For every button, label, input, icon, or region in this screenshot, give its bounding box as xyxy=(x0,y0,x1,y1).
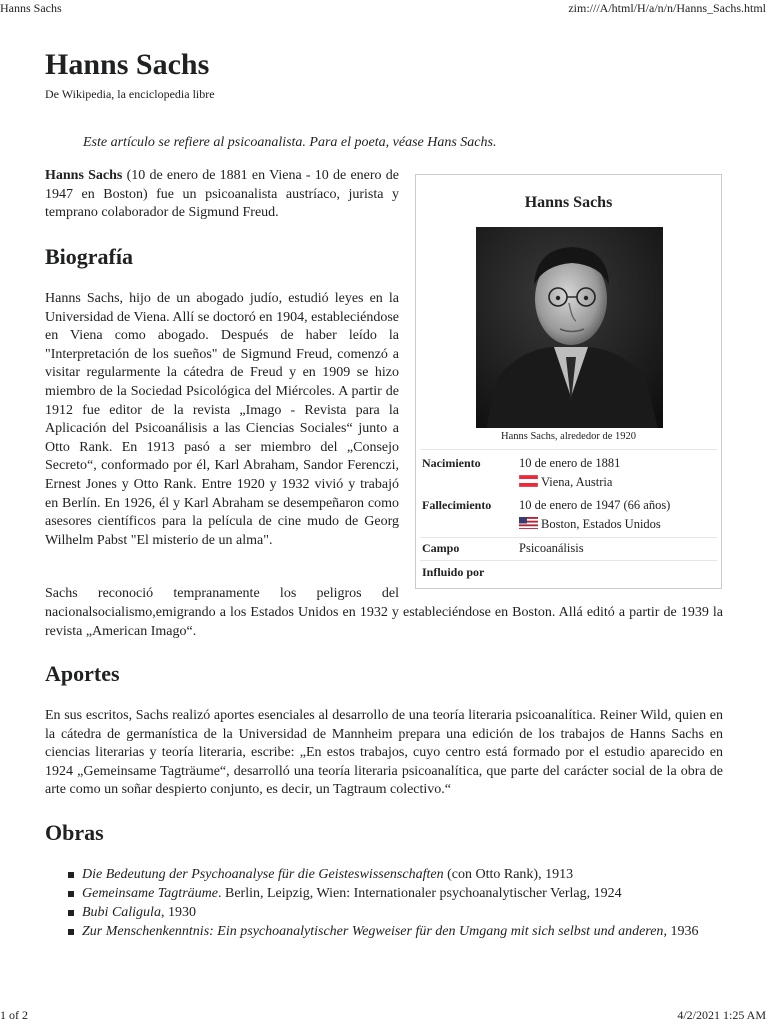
intro-bold-name: Hanns Sachs xyxy=(45,168,123,183)
infobox-divider xyxy=(420,449,717,450)
work-title-link[interactable]: Zur Menschenkenntnis: Ein psychoanalytischer Wegweiser für den Umgang mit sich selbst und anderen xyxy=(82,924,664,939)
biografia-paragraph-2-line-1 xyxy=(45,585,399,604)
infobox xyxy=(415,174,722,589)
biografia-paragraph-2: nacionalsocialismo,emigrando a los Estados Unidos en 1932 y estableciéndose en Boston. Allá editó a partir de 1939 la revista „American Imago“. xyxy=(45,605,723,639)
heading-biografia: Biografía xyxy=(45,244,133,269)
work-title-link[interactable]: Gemeinsame Tagträume xyxy=(82,886,218,901)
work-details: , 1930 xyxy=(160,905,196,920)
infobox-title: Hanns Sachs xyxy=(524,194,613,211)
heading-obras: Obras xyxy=(45,820,104,845)
page-title: Hanns Sachs xyxy=(45,48,210,81)
value-nacimiento-date: 10 de enero de 1881 xyxy=(519,456,621,470)
biografia-paragraph-2-first-line: Sachs reconoció tempranamente los peligros del xyxy=(45,586,399,601)
usa-flag-icon xyxy=(519,517,538,529)
print-header-url: zim:///A/html/H/a/n/n/Hanns_Sachs.html xyxy=(568,1,766,15)
list-item xyxy=(68,922,723,941)
print-footer-datetime: 4/2/2021 1:25 AM xyxy=(677,1008,766,1022)
work-details: (con Otto Rank), 1913 xyxy=(443,867,574,882)
value-campo[interactable]: Psicoanálisis xyxy=(519,541,584,555)
austria-flag-icon xyxy=(519,475,538,487)
intro-paragraph xyxy=(45,167,399,223)
label-campo: Campo xyxy=(422,541,460,555)
heading-aportes: Aportes xyxy=(45,661,120,686)
page-subtitle: De Wikipedia, la enciclopedia libre xyxy=(45,87,215,101)
label-nacimiento: Nacimiento xyxy=(422,456,481,470)
obras-list xyxy=(68,865,723,941)
portrait-photo xyxy=(476,227,663,428)
work-title-link[interactable]: Die Bedeutung der Psychoanalyse für die Geisteswissenschaften xyxy=(82,867,444,882)
work-details: . Berlin, Leipzig, Wien: Internationaler psychoanalytischer Verlag, 1924 xyxy=(217,886,622,901)
value-fallecimiento-date: 10 de enero de 1947 (66 años) xyxy=(519,498,671,512)
aportes-paragraph: En sus escritos, Sachs realizó aportes esenciales al desarrollo de una teoría literaria psicoanalítica. Reiner Wild, quien en la cátedra de germanística de la Universidad de Mannheim prepara una edición de los trabajos de Hanns Sachs en ciencias literarias y teoría literaria, escribe: „En estos trabajos, cuyo centro está formado por el estudio aparecido en 1924 „Gemeinsame Tagträume“, desarrolló una teoría literaria psicoanalítica, que parte del carácter social de la obra de arte como un soñar despierto conjunto, es decir, un Tagtraum colectivo.“ xyxy=(45,708,723,798)
work-title-link[interactable]: Bubi Caligula xyxy=(82,905,161,920)
portrait-caption: Hanns Sachs, alrededor de 1920 xyxy=(500,431,636,442)
infobox-divider xyxy=(420,537,717,538)
print-header-title: Hanns Sachs xyxy=(0,1,62,15)
list-item xyxy=(68,884,723,903)
list-item xyxy=(68,865,723,884)
infobox-divider xyxy=(420,560,717,561)
label-influido-por: Influido por xyxy=(422,565,485,579)
nacimiento-place-link[interactable]: Viena, Austria xyxy=(541,475,613,489)
intro-text: (10 de enero de 1881 en Viena - 10 de enero de 1947 en Boston) fue un psicoanalista austríaco, jurista y temprano colaborador de Sigmund Freud. xyxy=(45,168,399,221)
label-fallecimiento: Fallecimiento xyxy=(422,498,492,512)
print-footer-page: 1 of 2 xyxy=(0,1008,28,1022)
fallecimiento-place-link[interactable]: Boston, Estados Unidos xyxy=(541,517,661,531)
list-item xyxy=(68,903,723,922)
work-details: , 1936 xyxy=(663,924,699,939)
value-fallecimiento-place xyxy=(519,516,661,532)
biografia-paragraph-1: Hanns Sachs, hijo de un abogado judío, estudió leyes en la Universidad de Viena. Allí se doctoró en 1904, estableciéndose en Viena como abogado. Después de haber leído la "Interpretación de los sueños" de Sigmund Freud, comenzó a visitar regularmente la cátedra de Freud y en 1909 se hizo miembro de la Sociedad Psicológica del Miércoles. A partir de 1912 fue editor de la revista „Imago - Revista para la Aplicación del Psicoanálisis a las Ciencias Sociales“ junto a Otto Rank. En 1913 pasó a ser miembro del „Consejo Secreto“, conformado por él, Karl Abraham, Sandor Ferenczi, Ernest Jones y Otto Rank. Entre 1920 y 1932 vivió y trabajó en Berlín. En 1926, él y Karl Abraham se desempeñaron como asesores científicos para la película de cine mudo de Georg Wilhelm Pabst "El misterio de un alma". xyxy=(45,291,399,548)
value-nacimiento-place xyxy=(519,474,612,490)
hatnote: Este artículo se refiere al psicoanalista. Para el poeta, véase Hans Sachs. xyxy=(83,135,497,150)
